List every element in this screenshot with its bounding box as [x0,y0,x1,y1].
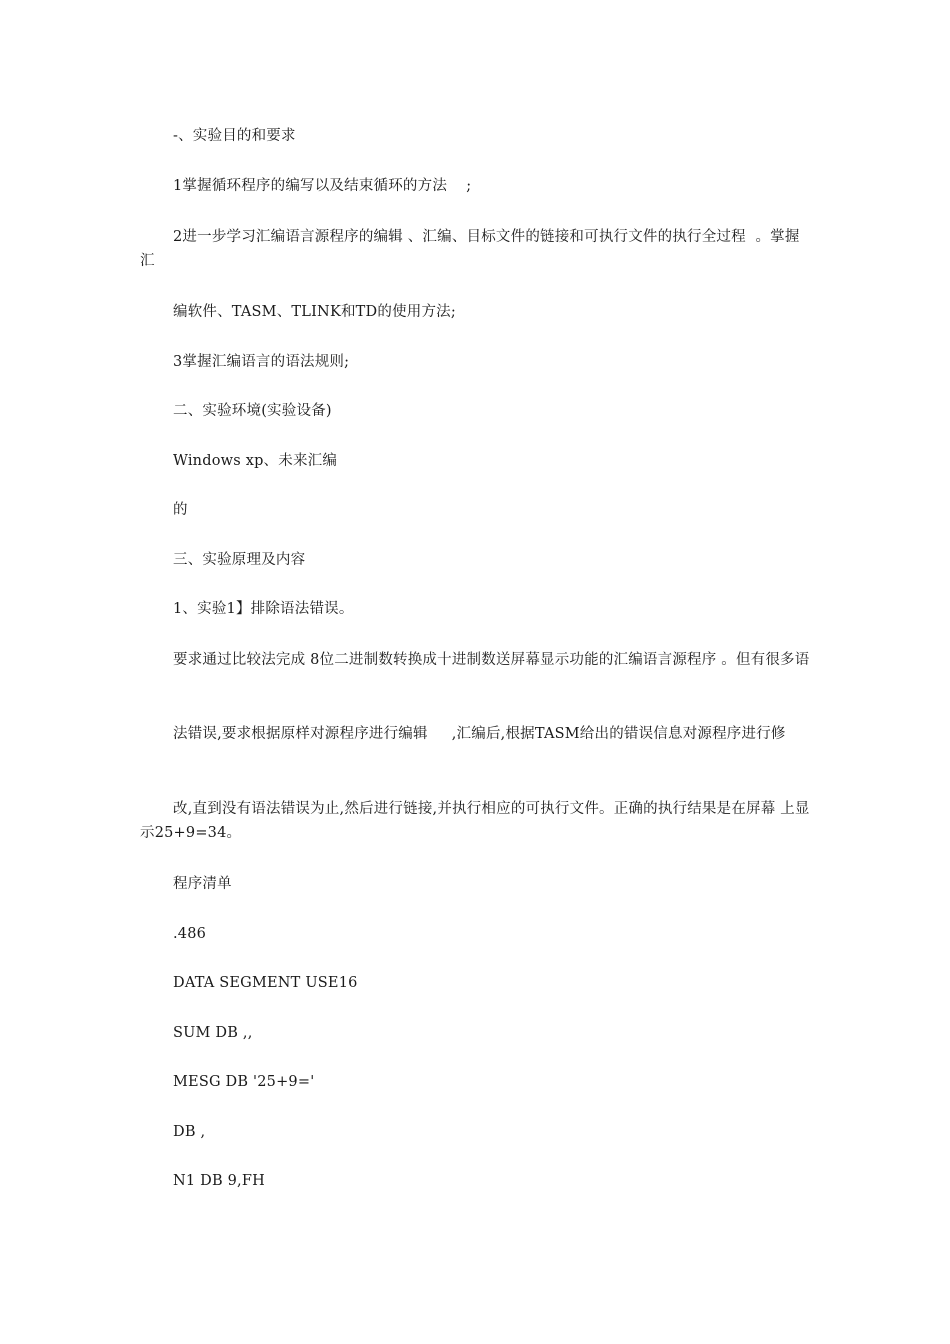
code-line: SUM DB ,, [173,1025,253,1041]
code-line: DB , [173,1124,206,1140]
environment-text-continued: 的 [173,502,188,518]
environment-text: Windows xp、未来汇编 [173,453,338,469]
section-heading-environment: 二、实验环境(实验设备) [173,403,332,419]
requirement-1: 1掌握循环程序的编写以及结束循环的方法 ; [173,178,472,194]
code-line: N1 DB 9,FH [173,1173,265,1189]
section-heading-principles: 三、实验原理及内容 [173,552,306,568]
experiment-1-paragraph-3: 改,直到没有语法错误为止,然后进行链接,并执行相应的可执行文件。正确的执行结果是在屏幕 上显示25+9=34。 [140,801,810,841]
code-line: MESG DB '25+9=' [173,1074,315,1090]
code-line: DATA SEGMENT USE16 [173,975,358,991]
experiment-1-title: 1、实验1】排除语法错误。 [173,601,354,617]
experiment-1-paragraph-1: 要求通过比较法完成 8位二进制数转换成十进制数送屏幕显示功能的汇编语言源程序 。但有很多语 [173,652,810,668]
requirement-3: 3掌握汇编语言的语法规则; [173,354,350,370]
program-listing-title: 程序清单 [173,876,232,892]
requirement-2: 2进一步学习汇编语言源程序的编辑 、汇编、目标文件的链接和可执行文件的执行全过程 。掌握汇 [140,229,800,269]
experiment-1-paragraph-2: 法错误,要求根据原样对源程序进行编辑 ,汇编后,根据TASM给出的错误信息对源程序进行修 [173,726,786,742]
code-line: .486 [173,926,207,942]
requirement-2-continued: 编软件、TASM、TLINK和TD的使用方法; [173,304,456,320]
section-heading-objectives: -、实验目的和要求 [173,128,296,144]
